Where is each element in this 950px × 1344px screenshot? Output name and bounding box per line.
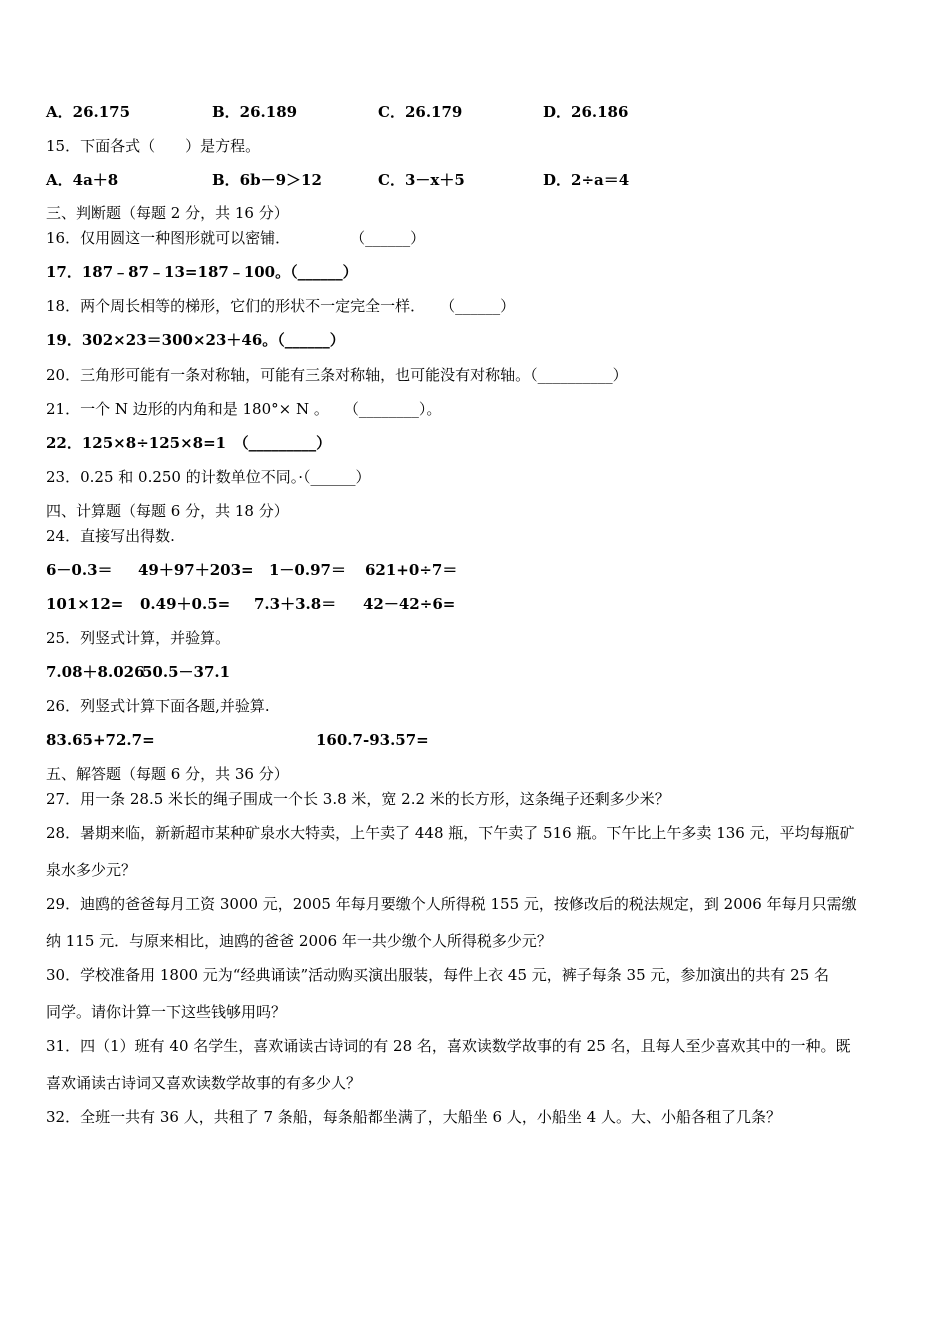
q24-r1-c2: 49＋97＋203= [138, 561, 254, 579]
q17: 17．187﹣87﹣13=187﹣100。（______） [46, 263, 358, 281]
q26-item-2: 160.7-93.57= [316, 731, 429, 749]
q24-r1-c3: 1－0.97＝ [269, 561, 346, 579]
q15-option-d: D．2÷a＝4 [543, 171, 630, 189]
q20: 20．三角形可能有一条对称轴，可能有三条对称轴，也可能没有对称轴。（__________） [46, 366, 628, 384]
q29-line-1: 29．迪鸥的爸爸每月工资 3000 元，2005 年每月要缴个人所得税 155 元，按修改后的税法规定，到 2006 年每月只需缴 [46, 895, 857, 913]
q14-option-d: D．26.186 [543, 103, 629, 121]
section4-title: 四、计算题（每题 6 分，共 18 分） [46, 502, 289, 520]
q21: 21．一个 N 边形的内角和是 180°× N 。 （________）。 [46, 400, 442, 418]
q14-option-c: C．26.179 [378, 103, 463, 121]
q25-item-2: 50.5－37.1 [142, 663, 231, 681]
q16: 16．仅用圆这一种图形就可以密铺． （______） [46, 229, 426, 247]
q23: 23．0.25 和 0.250 的计数单位不同。·（______） [46, 468, 371, 486]
q24-r2-c3: 7.3＋3.8＝ [254, 595, 337, 613]
q15-option-a: A．4a＋8 [46, 171, 119, 189]
q24-r1-c4: 621+0÷7＝ [365, 561, 458, 579]
q24-r2-c2: 0.49＋0.5= [140, 595, 231, 613]
q30-line-1: 30．学校准备用 1800 元为“经典诵读”活动购买演出服装，每件上衣 45 元，裤子每条 35 元，参加演出的共有 25 名 [46, 966, 830, 984]
q24-r2-c1: 101×12= [46, 595, 124, 613]
section5-title: 五、解答题（每题 6 分，共 36 分） [46, 765, 289, 783]
q29-line-2: 纳 115 元．与原来相比，迪鸥的爸爸 2006 年一共少缴个人所得税多少元？ [46, 932, 552, 950]
q18: 18．两个周长相等的梯形，它们的形状不一定完全一样． （______） [46, 297, 516, 315]
q25-question: 25．列竖式计算，并验算。 [46, 629, 231, 647]
q32: 32．全班一共有 36 人，共租了 7 条船，每条船都坐满了，大船坐 6 人，小船坐 4 人。大、小船各租了几条？ [46, 1108, 781, 1126]
q15-option-c: C．3－x＋5 [378, 171, 465, 189]
q26-question: 26．列竖式计算下面各题,并验算. [46, 697, 270, 715]
q27: 27．用一条 28.5 米长的绳子围成一个长 3.8 米，宽 2.2 米的长方形，这条绳子还剩多少米？ [46, 790, 670, 808]
q24-r1-c1: 6－0.3＝ [46, 561, 113, 579]
q24-r2-c4: 42－42÷6= [363, 595, 456, 613]
q28-line-1: 28．暑期来临，新新超市某种矿泉水大特卖，上午卖了 448 瓶，下午卖了 516 瓶。下午比上午多卖 136 元，平均每瓶矿 [46, 824, 855, 842]
q28-line-2: 泉水多少元？ [46, 861, 137, 879]
q14-option-b: B．26.189 [212, 103, 298, 121]
q15-option-b: B．6b－9＞12 [212, 171, 322, 189]
q31-line-2: 喜欢诵读古诗词又喜欢读数学故事的有多少人？ [46, 1074, 362, 1092]
q22: 22．125×8÷125×8=1 （_________） [46, 434, 332, 452]
q26-item-1: 83.65+72.7= [46, 731, 155, 749]
q31-line-1: 31．四（1）班有 40 名学生，喜欢诵读古诗词的有 28 名，喜欢读数学故事的有 25 名，且每人至少喜欢其中的一种。既 [46, 1037, 851, 1055]
q19: 19．302×23＝300×23＋46。（______） [46, 331, 345, 349]
q24-question: 24．直接写出得数. [46, 527, 175, 545]
section3-title: 三、判断题（每题 2 分，共 16 分） [46, 204, 289, 222]
q30-line-2: 同学。请你计算一下这些钱够用吗？ [46, 1003, 287, 1021]
q15-question: 15．下面各式（ ）是方程。 [46, 137, 261, 155]
q25-item-1: 7.08＋8.026 [46, 663, 145, 681]
q14-option-a: A．26.175 [46, 103, 131, 121]
